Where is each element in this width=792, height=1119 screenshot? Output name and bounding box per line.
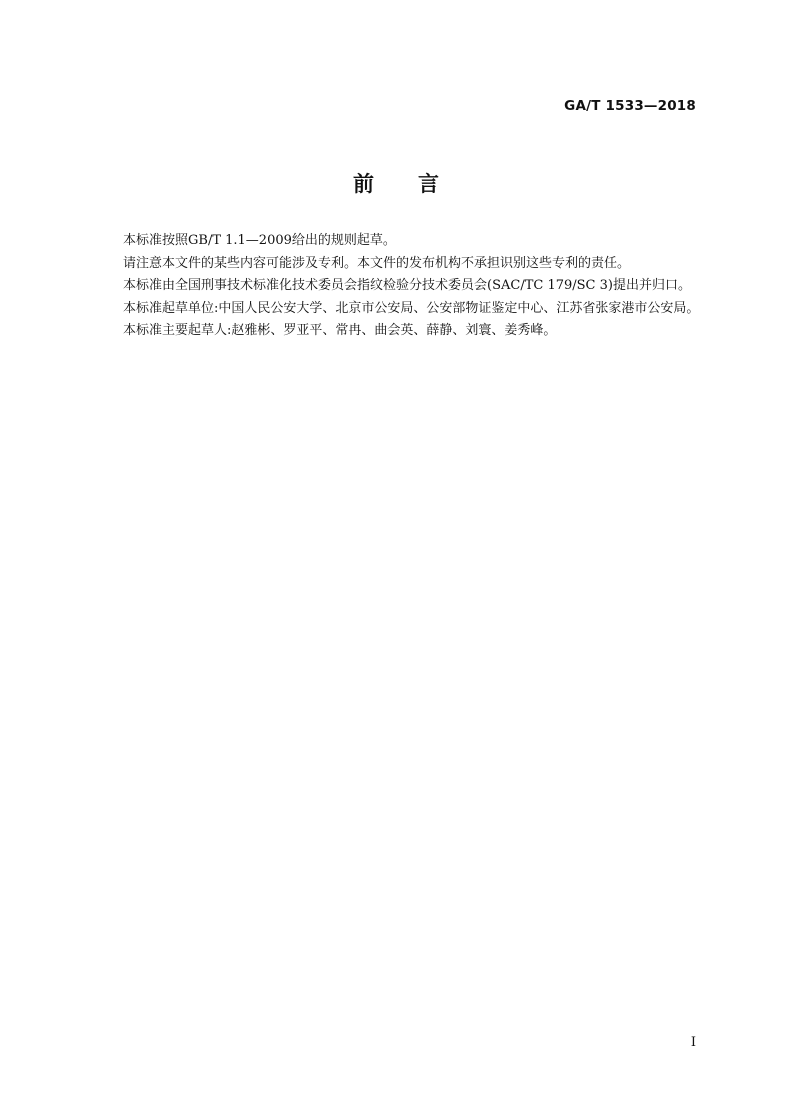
paragraph-patent-notice: 请注意本文件的某些内容可能涉及专利。本文件的发布机构不承担识别这些专利的责任。: [123, 255, 631, 271]
title-char-1: 前: [353, 172, 374, 196]
paragraph-drafting-rules: 本标准按照GB/T 1.1—2009给出的规则起草。: [123, 233, 396, 248]
foreword-body: [97, 230, 715, 343]
title-char-2: 言: [418, 172, 439, 196]
paragraph-drafting-units: 本标准起草单位:中国人民公安大学、北京市公安局、公安部物证鉴定中心、江苏省张家港市公安局。: [123, 300, 700, 316]
standard-number: GA/T 1533—2018: [564, 98, 696, 114]
paragraph-drafters: 本标准主要起草人:赵雅彬、罗亚平、常冉、曲会英、薛静、刘寰、姜秀峰。: [123, 323, 557, 339]
page-number: I: [690, 1035, 696, 1050]
page-title: [0, 168, 792, 198]
paragraph-proposer: 本标准由全国刑事技术标准化技术委员会指纹检验分技术委员会(SAC/TC 179/SC 3)提出并归口。: [123, 278, 691, 294]
